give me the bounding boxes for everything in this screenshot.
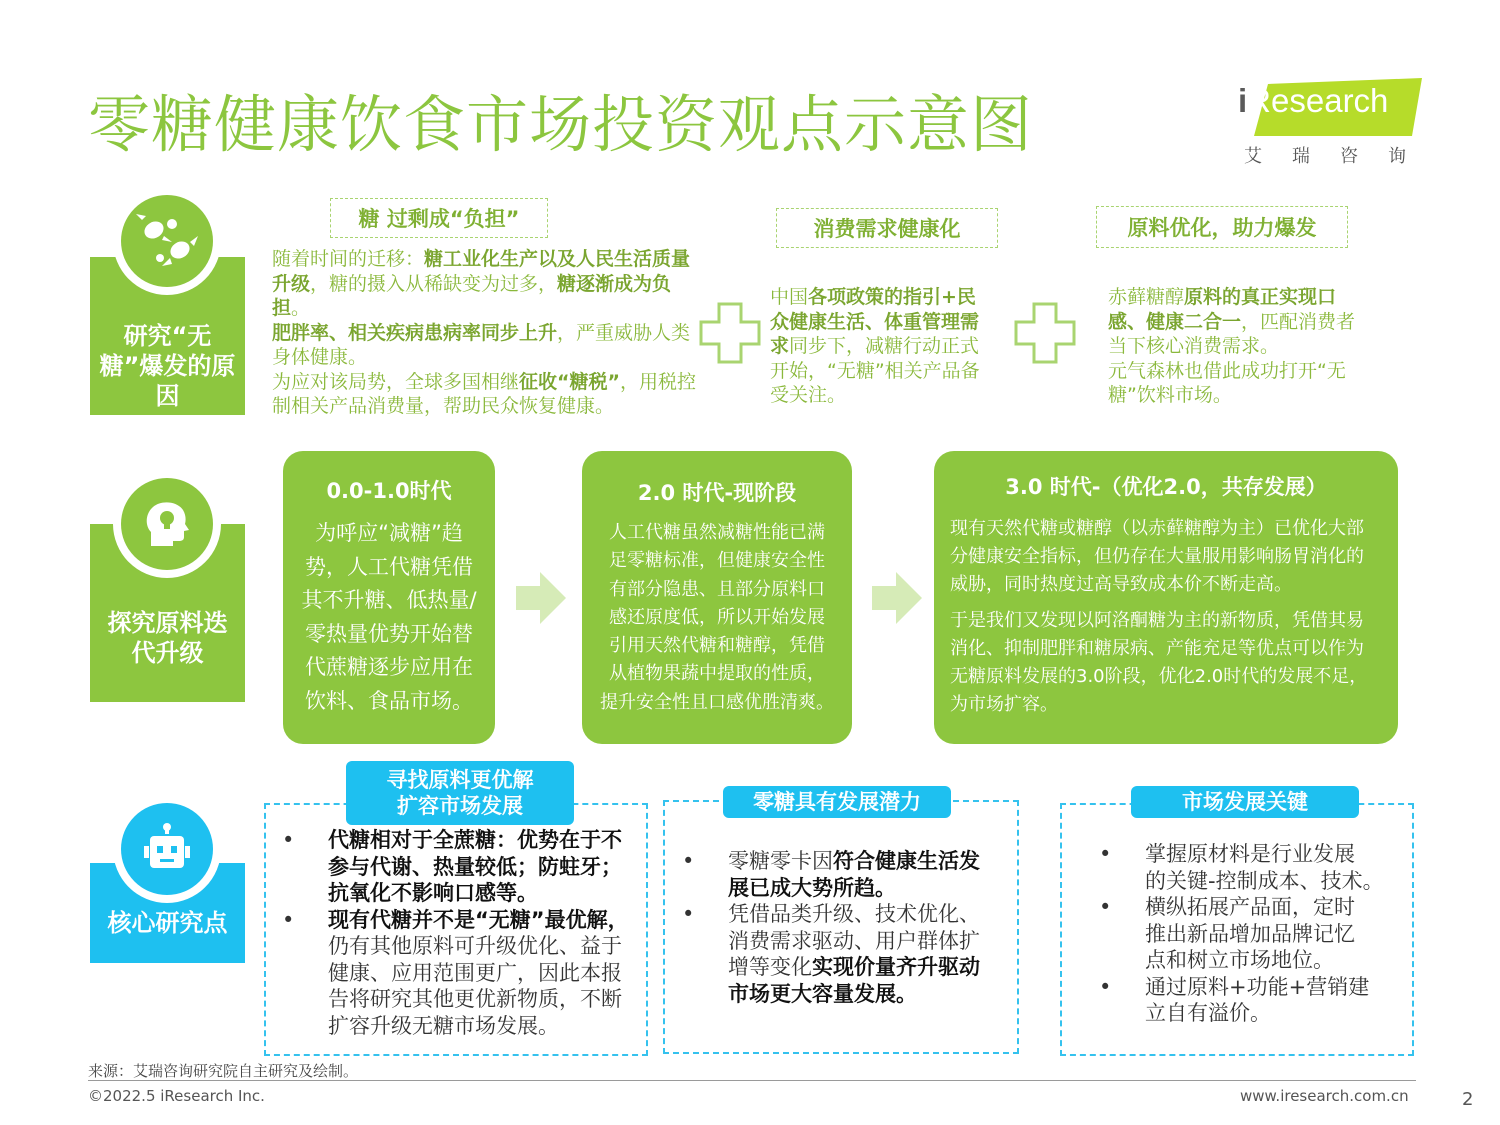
era-2-body: 人工代糖虽然减糖性能已满 足零糖标准，但健康安全性 有部分隐患、且部分原料口 感还原度低，所以开始发展 引用天然代糖和糖醇，凭借 从植物果蔬中提取的性质， 提升安全性且口感优胜清爽。 — [600, 522, 834, 713]
sugar-burden-text: 随着时间的迁移：糖工业化生产以及人民生活质量升级，糖的摄入从稀缺变为过多，糖逐渐成为负担。 肥胖率、相关疾病患病率同步上升，严重威胁人类身体健康。 为应对该局势，全球多国相继征收“糖税”，用税控制相关产品消费量，帮助民众恢复健康。 — [272, 248, 697, 417]
material-optimize-text: 赤藓糖醇原料的真正实现口感、健康二合一，匹配消费者当下核心消费需求。 元气森林也借此成功打开“无糖”饮料市场。 — [1108, 286, 1356, 406]
era-1-body: 为呼应“减糖”趋 势，人工代糖凭借 其不升糖、低热量/ 零热量优势开始替 代蔗糖逐步应用在 饮料、食品市场。 — [301, 521, 477, 713]
arrow-right-icon — [516, 572, 566, 624]
head-bulb-icon — [121, 478, 213, 570]
era-3-title: 3.0 时代-（优化2.0，共存发展） — [1005, 475, 1327, 499]
core-point-tab-1: 寻找原料更优解 扩容市场发展 — [346, 761, 574, 825]
list-item: • 零糖零卡因符合健康生活发 展已成大势所趋。 — [682, 849, 980, 900]
era-3-card — [934, 451, 1398, 744]
plus-icon — [697, 300, 763, 366]
section-core-label: 核心研究点 — [90, 863, 245, 963]
sugar-burden-heading: 糖 过剩成“负担” — [330, 198, 548, 238]
page-number: 2 — [1462, 1089, 1474, 1110]
website-link[interactable]: www.iresearch.com.cn — [1240, 1087, 1409, 1105]
section-reasons — [90, 187, 245, 415]
era-2-card — [582, 451, 852, 744]
health-demand-heading: 消费需求健康化 — [776, 208, 998, 248]
arrow-right-icon — [872, 572, 922, 624]
source-note: 来源：艾瑞咨询研究院自主研究及绘制。 — [88, 1062, 359, 1080]
candy-icon — [121, 195, 213, 287]
list-item: • 横纵拓展产品面，定时 推出新品增加品牌记忆 点和树立市场地位。 — [1099, 895, 1355, 972]
list-item: • 掌握原材料是行业发展 的关键-控制成本、技术。 — [1099, 842, 1384, 893]
section-core-badge — [113, 795, 221, 903]
list-item: • 现有代糖并不是“无糖”最优解， 仍有其他原料可升级优化、益于 健康、应用范围更广，因此本报 告将研究其他更优新物质，不断 扩容升级无糖市场发展。 — [282, 907, 629, 1038]
plus-icon — [1012, 300, 1078, 366]
logo-wordmark: iResearch — [1238, 82, 1389, 119]
material-optimize-heading: 原料优化，助力爆发 — [1096, 206, 1348, 248]
logo-subtitle: 艾瑞咨询 — [1244, 146, 1436, 167]
core-point-box-1 — [264, 803, 648, 1056]
section-materials — [90, 470, 245, 702]
era-2-title: 2.0 时代-现阶段 — [637, 481, 797, 505]
health-demand-text: 中国各项政策的指引+民众健康生活、体重管理需求同步下，减糖行动正式开始，“无糖”相关产品备受关注。 — [770, 286, 980, 406]
list-item: • 代糖相对于全蔗糖：优势在于不 参与代谢、热量较低；防蛀牙； 抗氧化不影响口感等。 — [282, 828, 622, 905]
section-materials-badge — [113, 470, 221, 578]
era-1-card — [283, 451, 495, 744]
core-point-tab-3: 市场发展关键 — [1131, 786, 1359, 818]
page-title: 零糖健康饮食市场投资观点示意图 — [88, 88, 1034, 161]
section-reasons-label: 研究“无糖”爆发的原因 — [90, 257, 245, 415]
iresearch-logo — [1238, 78, 1436, 168]
core-point-box-3 — [1060, 803, 1414, 1056]
section-materials-label: 探究原料迭代升级 — [90, 524, 245, 702]
footer-divider — [88, 1080, 1416, 1081]
robot-icon — [121, 803, 213, 895]
section-core — [90, 795, 245, 963]
copyright: ©2022.5 iResearch Inc. — [88, 1087, 265, 1105]
core-point-tab-2: 零糖具有发展潜力 — [723, 786, 951, 818]
section-reasons-badge — [113, 187, 221, 295]
era-1-title: 0.0-1.0时代 — [326, 479, 452, 503]
core-point-box-2 — [663, 800, 1019, 1054]
list-item: • 凭借品类升级、技术优化、 消费需求驱动、用户群体扩 增等变化实现价量齐升驱动 市场更大容量发展。 — [682, 902, 980, 1006]
era-3-body: 现有天然代糖或糖醇（以赤藓糖醇为主）已优化大部 分健康安全指标，但仍存在大量服用影响肠胃消化的 威胁，同时热度过高导致成本价不断走高。 于是我们又发现以阿洛酮糖为主的新物质，凭借其易 消化、抑制肥胖和糖尿病、产能充足等优点可以作为 无糖原料发展的3.0阶段，优化2.0时代的发展不足， 为市场扩容。 — [950, 518, 1368, 715]
list-item: • 通过原料+功能+营销建 立自有溢价。 — [1099, 974, 1370, 1025]
